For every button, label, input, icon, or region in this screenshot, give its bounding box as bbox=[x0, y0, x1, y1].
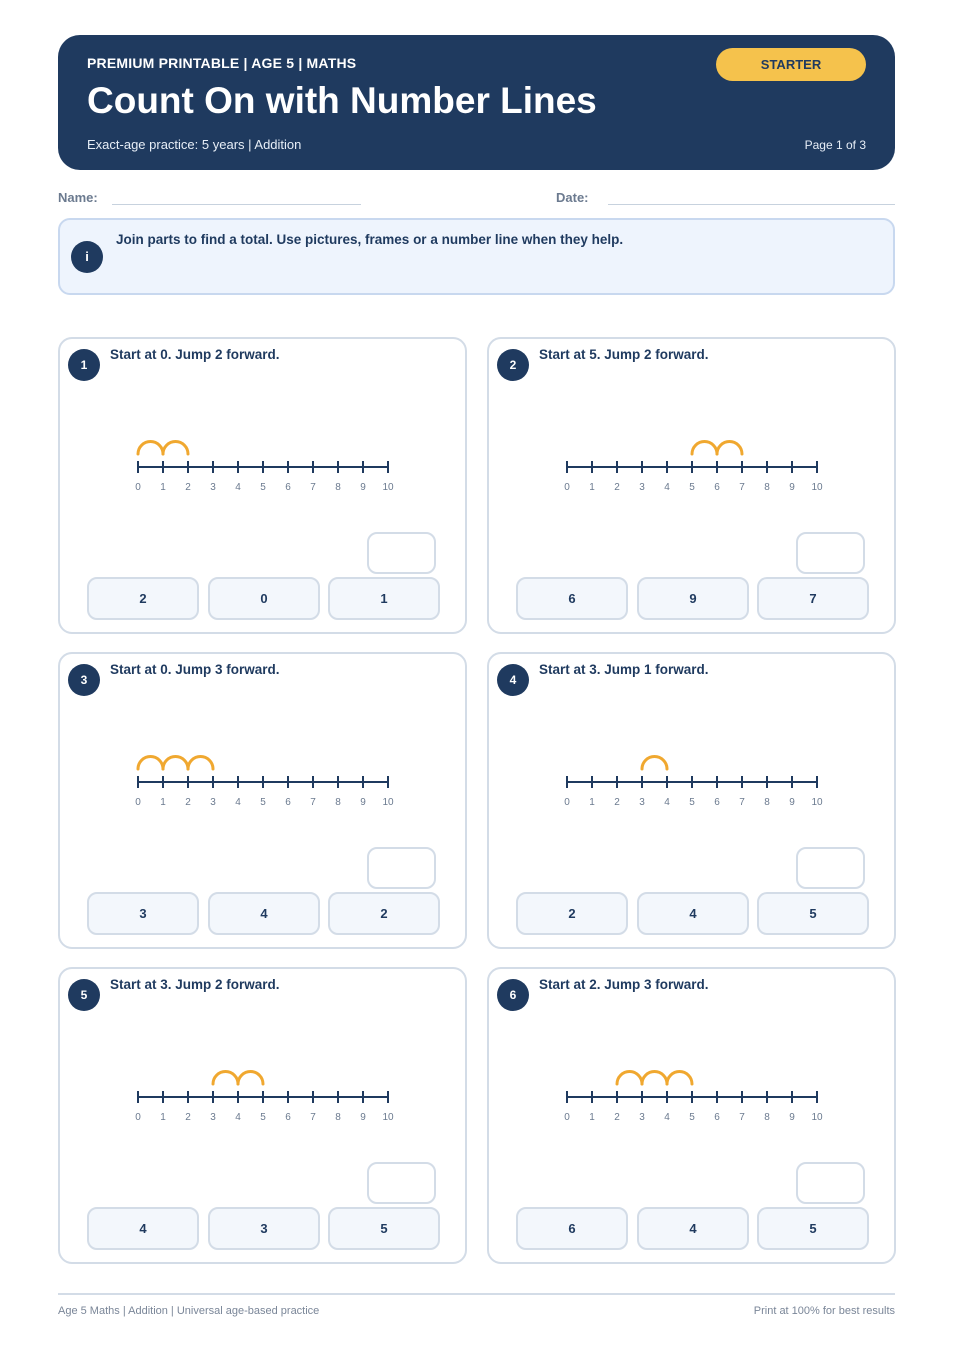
problem-card bbox=[58, 967, 467, 1264]
number-line-label: 9 bbox=[789, 482, 795, 493]
answer-choice[interactable]: 6 bbox=[516, 1207, 628, 1250]
number-line-label: 8 bbox=[335, 1112, 341, 1123]
number-line-label: 9 bbox=[789, 1112, 795, 1123]
number-line-label: 2 bbox=[614, 482, 620, 493]
instruction-box bbox=[58, 218, 895, 295]
number-line-label: 9 bbox=[360, 482, 366, 493]
number-line-label: 8 bbox=[764, 797, 770, 808]
number-line-label: 7 bbox=[739, 797, 745, 808]
number-line-label: 3 bbox=[639, 797, 645, 808]
number-line-label: 5 bbox=[260, 482, 266, 493]
page-title: Count On with Number Lines bbox=[87, 80, 597, 121]
problem-number: 3 bbox=[68, 664, 100, 696]
number-line bbox=[130, 1053, 400, 1133]
problem-prompt: Start at 3. Jump 2 forward. bbox=[110, 977, 280, 992]
answer-choice[interactable]: 4 bbox=[637, 892, 749, 935]
number-line-label: 7 bbox=[310, 1112, 316, 1123]
problem-card bbox=[487, 652, 896, 949]
number-line-label: 5 bbox=[260, 1112, 266, 1123]
info-icon: i bbox=[71, 241, 103, 273]
jump-arc bbox=[138, 757, 163, 769]
number-line-label: 0 bbox=[564, 797, 570, 808]
problem-card bbox=[487, 337, 896, 634]
number-line-label: 2 bbox=[614, 797, 620, 808]
problem-number: 1 bbox=[68, 349, 100, 381]
number-line-label: 1 bbox=[589, 797, 595, 808]
number-line-label: 5 bbox=[260, 797, 266, 808]
number-line-label: 1 bbox=[160, 482, 166, 493]
number-line-label: 7 bbox=[739, 482, 745, 493]
jump-arc bbox=[642, 757, 667, 769]
number-line-label: 6 bbox=[285, 1112, 291, 1123]
number-line-label: 4 bbox=[664, 482, 670, 493]
answer-box[interactable] bbox=[796, 532, 865, 574]
instruction-text: Join parts to find a total. Use pictures, frames or a number line when they help. bbox=[116, 232, 624, 247]
number-line-label: 2 bbox=[185, 1112, 191, 1123]
answer-choice[interactable]: 6 bbox=[516, 577, 628, 620]
number-line-label: 9 bbox=[789, 797, 795, 808]
header-subtitle: Exact-age practice: 5 years | Addition bbox=[87, 137, 302, 152]
number-line-label: 6 bbox=[285, 797, 291, 808]
problem-prompt: Start at 2. Jump 3 forward. bbox=[539, 977, 709, 992]
answer-choice[interactable]: 2 bbox=[328, 892, 440, 935]
number-line-label: 1 bbox=[160, 797, 166, 808]
answer-box[interactable] bbox=[367, 532, 436, 574]
answer-choice[interactable]: 4 bbox=[208, 892, 320, 935]
number-line-label: 2 bbox=[185, 797, 191, 808]
number-line-label: 7 bbox=[310, 482, 316, 493]
number-line-label: 9 bbox=[360, 797, 366, 808]
number-line-label: 5 bbox=[689, 1112, 695, 1123]
number-line-label: 4 bbox=[664, 797, 670, 808]
jump-arc bbox=[213, 1072, 238, 1084]
number-line-label: 0 bbox=[564, 482, 570, 493]
number-line-label: 8 bbox=[764, 1112, 770, 1123]
problem-card bbox=[58, 337, 467, 634]
jump-arc bbox=[188, 757, 213, 770]
answer-choice[interactable]: 2 bbox=[87, 577, 199, 620]
answer-choice[interactable]: 4 bbox=[637, 1207, 749, 1250]
number-line-label: 10 bbox=[382, 482, 394, 493]
answer-choice[interactable]: 4 bbox=[87, 1207, 199, 1250]
number-line-label: 5 bbox=[689, 797, 695, 808]
number-line bbox=[559, 1053, 829, 1133]
number-line-label: 1 bbox=[589, 482, 595, 493]
problem-number: 5 bbox=[68, 979, 100, 1011]
problem-number: 6 bbox=[497, 979, 529, 1011]
number-line-label: 8 bbox=[335, 482, 341, 493]
date-field[interactable] bbox=[608, 204, 895, 205]
number-line-label: 8 bbox=[764, 482, 770, 493]
problem-card bbox=[58, 652, 467, 949]
number-line-label: 10 bbox=[382, 797, 394, 808]
header-kicker: PREMIUM PRINTABLE | AGE 5 | MATHS bbox=[87, 55, 357, 71]
answer-box[interactable] bbox=[796, 1162, 865, 1204]
answer-choice[interactable]: 2 bbox=[516, 892, 628, 935]
number-line bbox=[130, 738, 400, 818]
number-line-label: 3 bbox=[210, 797, 216, 808]
number-line-label: 10 bbox=[811, 797, 823, 808]
number-line-label: 0 bbox=[135, 1112, 141, 1123]
number-line-label: 0 bbox=[564, 1112, 570, 1123]
number-line-label: 6 bbox=[714, 482, 720, 493]
number-line-label: 3 bbox=[210, 1112, 216, 1123]
answer-choice[interactable]: 0 bbox=[208, 577, 320, 620]
number-line-label: 0 bbox=[135, 797, 141, 808]
number-line-label: 10 bbox=[811, 1112, 823, 1123]
number-line-label: 4 bbox=[664, 1112, 670, 1123]
number-line-label: 5 bbox=[689, 482, 695, 493]
problem-prompt: Start at 3. Jump 1 forward. bbox=[539, 662, 709, 677]
number-line-label: 3 bbox=[639, 482, 645, 493]
number-line-label: 2 bbox=[614, 1112, 620, 1123]
number-line-label: 10 bbox=[382, 1112, 394, 1123]
number-line-label: 3 bbox=[210, 482, 216, 493]
footer-divider bbox=[58, 1293, 895, 1295]
name-label: Name: bbox=[58, 190, 98, 205]
answer-box[interactable] bbox=[367, 847, 436, 889]
number-line-label: 2 bbox=[185, 482, 191, 493]
answer-choice[interactable]: 3 bbox=[208, 1207, 320, 1250]
number-line-label: 7 bbox=[310, 797, 316, 808]
number-line-label: 3 bbox=[639, 1112, 645, 1123]
jump-arc bbox=[138, 442, 163, 454]
problem-prompt: Start at 5. Jump 2 forward. bbox=[539, 347, 709, 362]
answer-choice[interactable]: 1 bbox=[328, 577, 440, 620]
answer-choice[interactable]: 5 bbox=[757, 1207, 869, 1250]
number-line-label: 4 bbox=[235, 797, 241, 808]
number-line-label: 6 bbox=[285, 482, 291, 493]
worksheet-header bbox=[58, 35, 895, 170]
number-line-label: 6 bbox=[714, 797, 720, 808]
problem-prompt: Start at 0. Jump 3 forward. bbox=[110, 662, 280, 677]
jump-arc bbox=[667, 1072, 692, 1085]
jump-arc bbox=[238, 1072, 263, 1085]
number-line bbox=[559, 738, 829, 818]
number-line-label: 7 bbox=[739, 1112, 745, 1123]
number-line-label: 4 bbox=[235, 482, 241, 493]
problem-number: 2 bbox=[497, 349, 529, 381]
answer-choice[interactable]: 3 bbox=[87, 892, 199, 935]
footer-left-text: Age 5 Maths | Addition | Universal age-based practice bbox=[58, 1305, 320, 1317]
level-badge: STARTER bbox=[716, 48, 866, 81]
number-line bbox=[559, 423, 829, 503]
jump-arc bbox=[642, 1072, 667, 1084]
answer-choice[interactable]: 5 bbox=[328, 1207, 440, 1250]
answer-box[interactable] bbox=[367, 1162, 436, 1204]
number-line-label: 6 bbox=[714, 1112, 720, 1123]
problem-card bbox=[487, 967, 896, 1264]
number-line-label: 9 bbox=[360, 1112, 366, 1123]
jump-arc bbox=[717, 442, 742, 455]
number-line-label: 4 bbox=[235, 1112, 241, 1123]
number-line-label: 10 bbox=[811, 482, 823, 493]
problem-number: 4 bbox=[497, 664, 529, 696]
answer-choice[interactable]: 5 bbox=[757, 892, 869, 935]
jump-arc bbox=[617, 1072, 642, 1085]
number-line bbox=[130, 423, 400, 503]
page-indicator: Page 1 of 3 bbox=[804, 138, 866, 152]
answer-choice[interactable]: 9 bbox=[637, 577, 749, 620]
name-field[interactable] bbox=[112, 204, 361, 205]
number-line-label: 1 bbox=[160, 1112, 166, 1123]
number-line-label: 0 bbox=[135, 482, 141, 493]
number-line-label: 1 bbox=[589, 1112, 595, 1123]
jump-arc bbox=[163, 442, 188, 455]
answer-choice[interactable]: 7 bbox=[757, 577, 869, 620]
date-label: Date: bbox=[556, 190, 589, 205]
answer-box[interactable] bbox=[796, 847, 865, 889]
jump-arc bbox=[692, 442, 717, 455]
jump-arc bbox=[163, 757, 188, 770]
number-line-label: 8 bbox=[335, 797, 341, 808]
problem-prompt: Start at 0. Jump 2 forward. bbox=[110, 347, 280, 362]
footer-right-text: Print at 100% for best results bbox=[753, 1305, 895, 1317]
